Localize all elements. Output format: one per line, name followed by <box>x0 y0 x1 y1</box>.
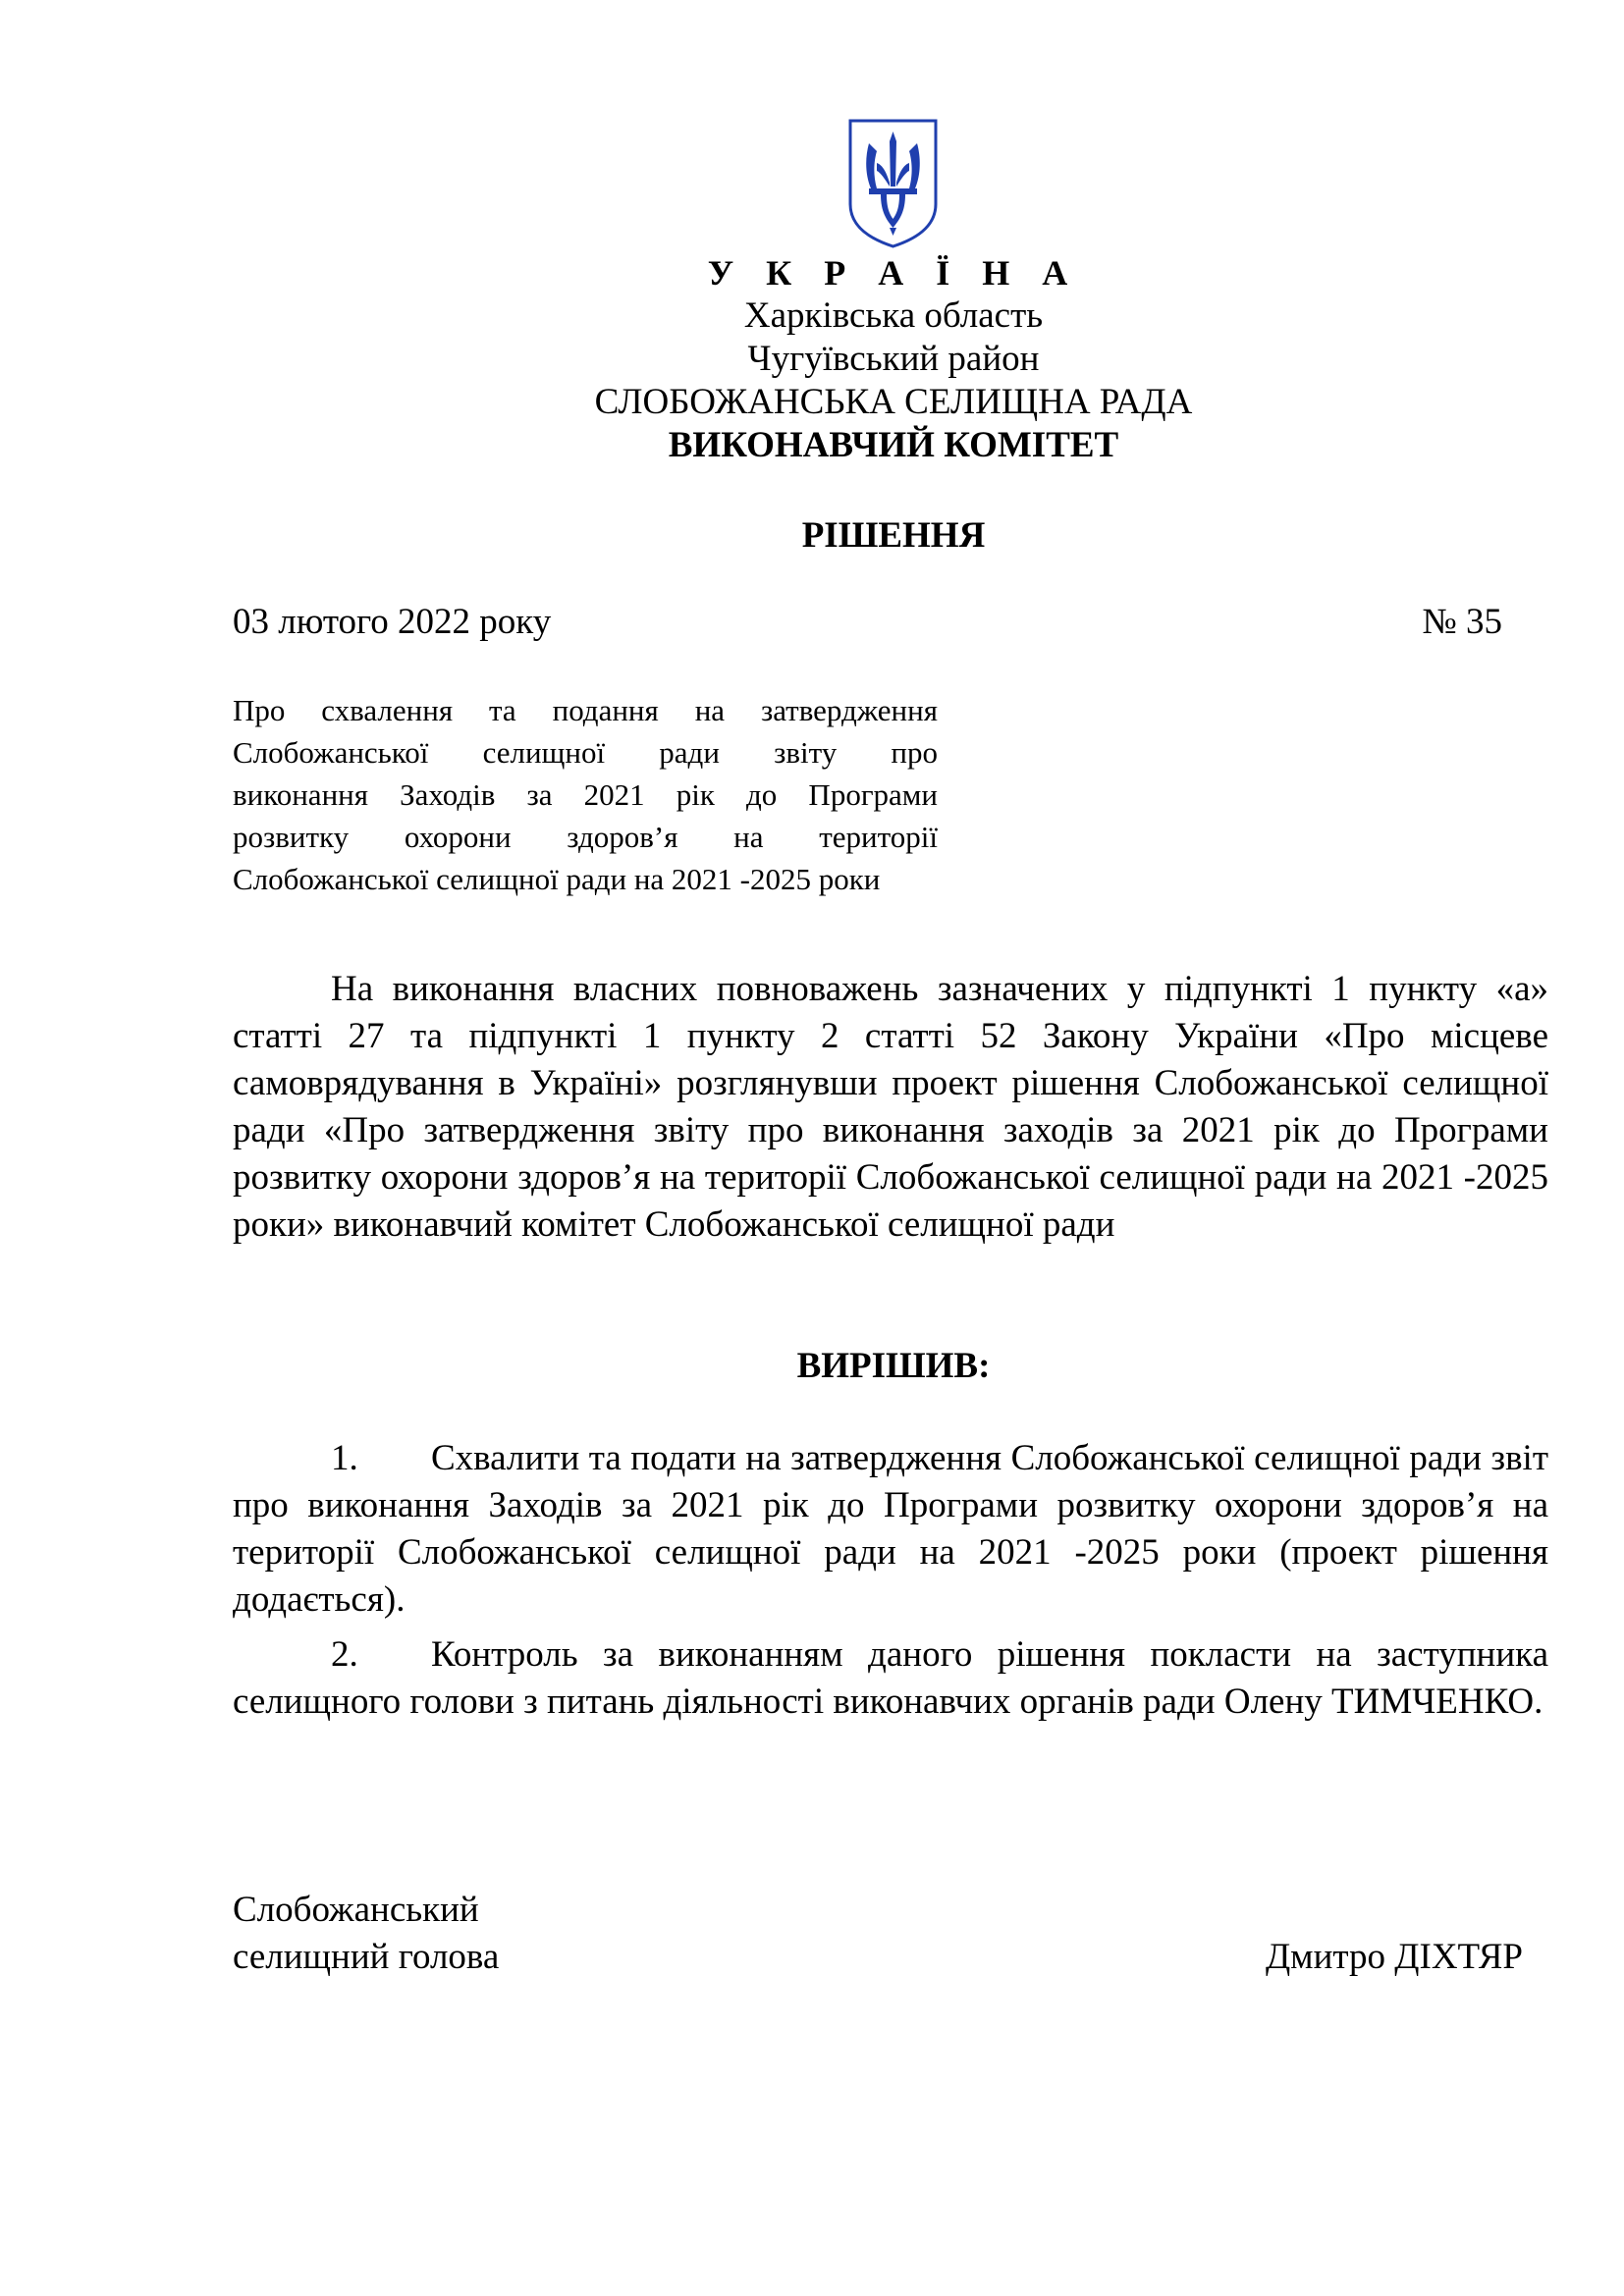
document-number: № 35 <box>1422 602 1502 642</box>
resolution-item <box>233 1631 1548 1726</box>
position-line: Слобожанський <box>233 1890 479 1930</box>
subject-line: Про схвалення та подання на затвердження <box>233 693 938 727</box>
document-type: РІШЕННЯ <box>801 515 986 556</box>
resolution-item <box>233 1435 1548 1624</box>
region-name: Харківська область <box>743 295 1044 336</box>
subject-line: Слобожанської селищної ради звіту про <box>233 735 938 770</box>
signatory-position <box>233 1887 499 1981</box>
item-number: 2. <box>331 1634 358 1675</box>
subject-line: Слобожанської селищної ради на 2021 -2025 роки <box>233 862 881 896</box>
signatory-name: Дмитро ДІХТЯР <box>1265 1937 1523 1977</box>
preamble-paragraph: На виконання власних повноважень зазначених у підпункті 1 пункту «а» статті 27 та підпункті 1 пункту 2 статті 52 Закону України «Про місцеве самоврядування в Україні» розглянувши проект рішення Слобожанської селищної ради «Про затвердження звіту про виконання заходів за 2021 рік до Програми розвитку охорони здоров’я на території Слобожанської селищної ради на 2021 -2025 роки» виконавчий комітет Слобожанської селищної ради <box>233 969 1548 1245</box>
subject-line: виконання Заходів за 2021 рік до Програми <box>233 777 938 812</box>
resolved-heading: ВИРІШИВ: <box>796 1346 991 1386</box>
country-name: У К Р А Ї Н А <box>707 253 1080 293</box>
item-number: 1. <box>331 1438 358 1478</box>
council-name: СЛОБОЖАНСЬКА СЕЛИЩНА РАДА <box>594 382 1193 422</box>
document-subject <box>233 689 938 900</box>
document-date: 03 лютого 2022 року <box>233 602 552 642</box>
subject-line: розвитку охорони здоров’я на території <box>233 820 938 854</box>
committee-name: ВИКОНАВЧИЙ КОМІТЕТ <box>668 425 1119 465</box>
position-line: селищний голова <box>233 1937 500 1977</box>
trident-coat-of-arms-icon <box>847 118 939 248</box>
item-text: Схвалити та подати на затвердження Слобожанської селищної ради звіт про виконання Заходів за 2021 рік до Програми розвитку охорони здоров’я на території Слобожанської селищної ради на 2021 -2025 роки (проект рішення додається). <box>233 1438 1548 1620</box>
item-text: Контроль за виконанням даного рішення покласти на заступника селищного голови з питань діяльності виконавчих органів ради Олену ТИМЧЕНКО. <box>233 1634 1548 1722</box>
district-name: Чугуївський район <box>747 339 1040 379</box>
